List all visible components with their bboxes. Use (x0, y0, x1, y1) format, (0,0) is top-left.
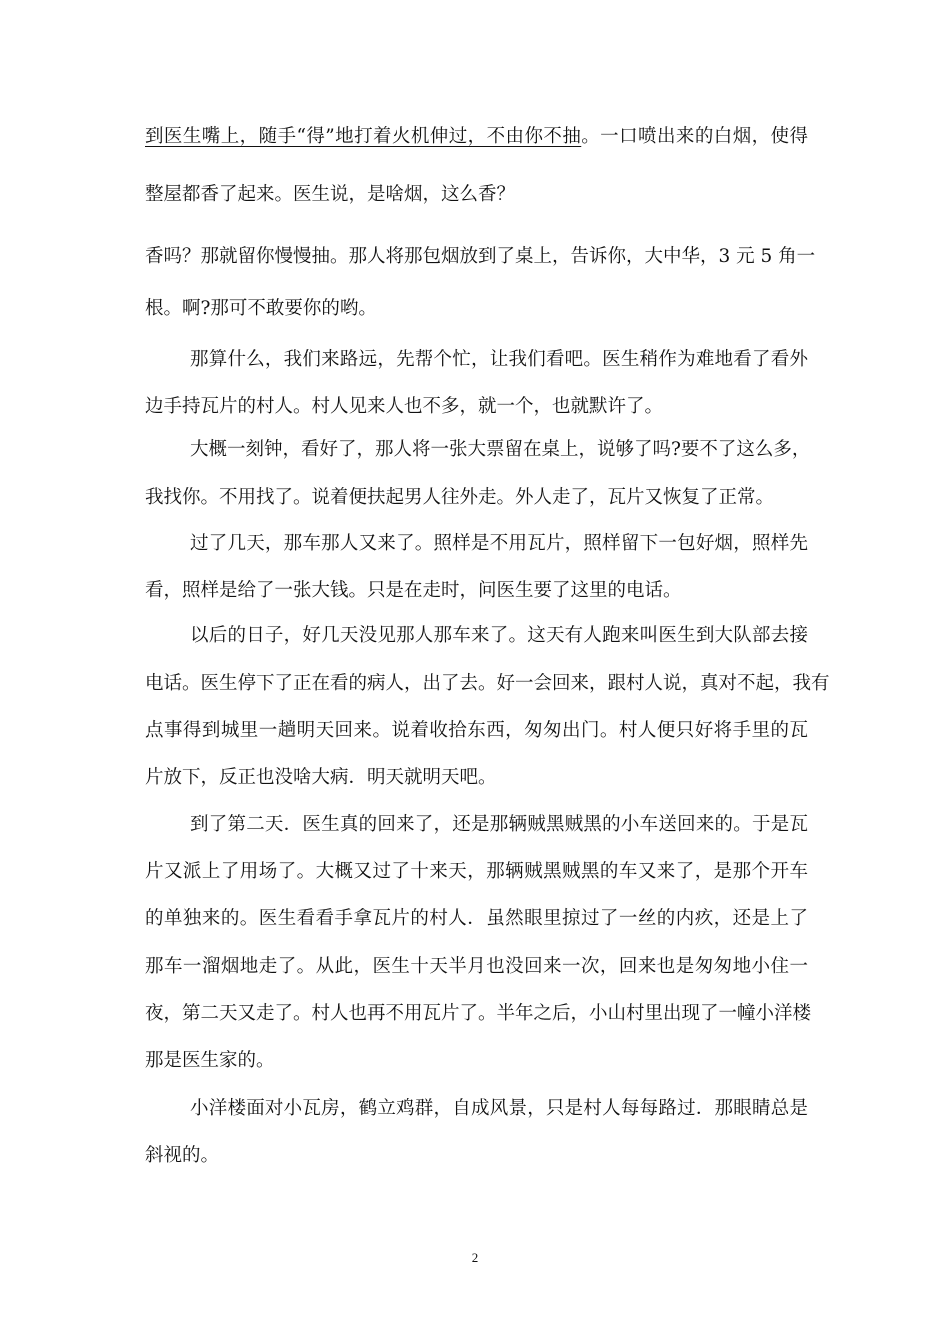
text-line: 我找你。不用找了。说着便扶起男人往外走。外人走了，瓦片又恢复了正常。 (145, 487, 775, 508)
text-line: 片放下，反正也没啥大病．明天就明天吧。 (145, 767, 497, 788)
text-line (145, 124, 808, 150)
text-line: 大概一刻钟，看好了，那人将一张大票留在桌上，说够了吗?要不了这么多， (190, 439, 811, 460)
underlined-text: 到医生嘴上，随手“得”地打着火机伸过，不由你不抽 (145, 126, 582, 147)
text-line: 那车一溜烟地走了。从此，医生十天半月也没回来一次，回来也是匆匆地小住一 (145, 956, 808, 977)
text-line: 以后的日子，好几天没见那人那车来了。这天有人跑来叫医生到大队部去接 (190, 625, 808, 646)
text-line: 看，照样是给了一张大钱。只是在走时，问医生要了这里的电话。 (145, 580, 682, 601)
text-line: 那是医生家的。 (145, 1050, 275, 1071)
text-line: 斜视的。 (145, 1145, 220, 1166)
text-line: 根。啊?那可不敢要你的哟。 (145, 298, 377, 319)
text-line: 那算什么，我们来路远，先帮个忙，让我们看吧。医生稍作为难地看了看外 (190, 349, 808, 370)
text-line: 到了第二天．医生真的回来了，还是那辆贼黑贼黑的小车送回来的。于是瓦 (190, 814, 808, 835)
text-line: 片又派上了用场了。大概又过了十来天，那辆贼黑贼黑的车又来了，是那个开车 (145, 861, 808, 882)
text-line: 的单独来的。医生看看手拿瓦片的村人．虽然眼里掠过了一丝的内疚，还是上了 (145, 908, 808, 929)
text-line: 香吗？那就留你慢慢抽。那人将那包烟放到了桌上，告诉你，大中华，3 元 5 角一 (145, 246, 816, 267)
text-line: 整屋都香了起来。医生说，是啥烟，这么香？ (145, 184, 516, 205)
text-line: 小洋楼面对小瓦房，鹤立鸡群，自成风景，只是村人每每路过．那眼睛总是 (190, 1098, 808, 1119)
text-line: 过了几天，那车那人又来了。照样是不用瓦片，照样留下一包好烟，照样先 (190, 533, 808, 554)
text-line: 边手持瓦片的村人。村人见来人也不多，就一个，也就默许了。 (145, 396, 664, 417)
page-number: 2 (471, 1250, 479, 1265)
line-text: 。一口喷出来的白烟，使得 (581, 126, 808, 147)
text-line: 点事得到城里一趟明天回来。说着收拾东西，匆匆出门。村人便只好将手里的瓦 (145, 720, 808, 741)
text-line: 电话。医生停下了正在看的病人，出了去。好一会回来，跟村人说，真对不起，我有 (145, 673, 830, 694)
text-line: 夜，第二天又走了。村人也再不用瓦片了。半年之后，小山村里出现了一幢小洋楼 (145, 1003, 812, 1024)
